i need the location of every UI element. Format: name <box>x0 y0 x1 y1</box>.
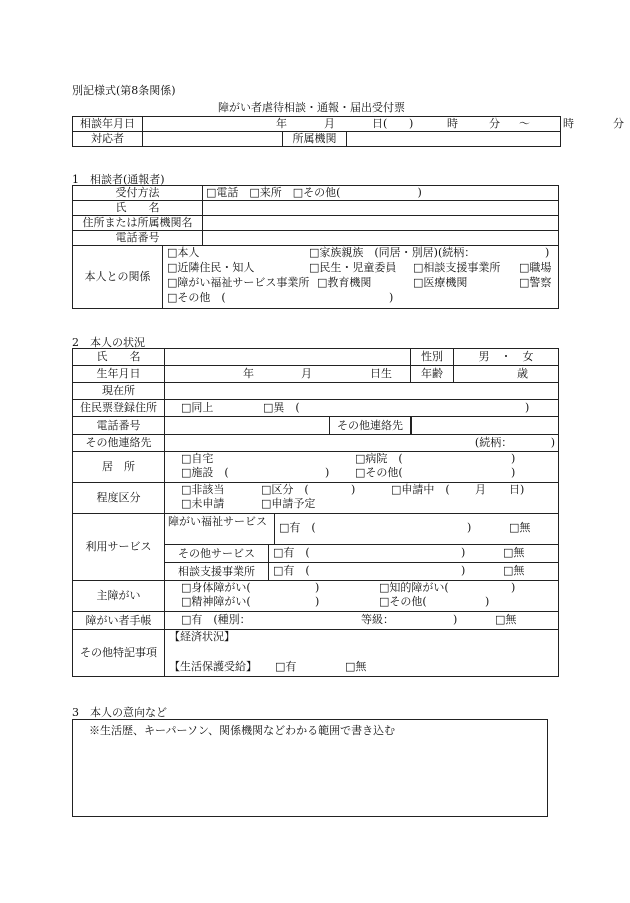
residence-label: 居 所 <box>73 452 165 483</box>
relation-options[interactable]: □本人 □家族親族 (同居・別居)(続柄： ) □近隣住民・知人 □民生・児童委員 □相談支援事業所 □職場 □障がい福祉サービス事業所 □教育機関 □医療機関 □警察 □その他 ( ) <box>167 246 552 304</box>
person-table <box>72 348 559 677</box>
reporter-address-field[interactable] <box>203 216 559 231</box>
reporter-name-label: 氏 名 <box>73 201 203 216</box>
service-welfare-options[interactable]: □有 ( ) □無 <box>279 521 531 534</box>
birth-label: 生年月日 <box>73 366 165 383</box>
section3-heading: 3 本人の意向など <box>72 706 167 719</box>
notes-welfare: 【生活保護受給】 <box>169 660 257 673</box>
age-field[interactable]: 歳 <box>454 366 559 383</box>
intent-field[interactable] <box>72 719 548 817</box>
form-reference: 別記様式(第8条関係) <box>72 84 176 97</box>
handbook-options[interactable]: □有 (種別： 等級： ) □無 <box>181 613 517 626</box>
reporter-address-label: 住所または所属機関名 <box>73 216 203 231</box>
level-label: 程度区分 <box>73 483 165 514</box>
section1-heading: 1 相談者(通報者) <box>72 173 165 186</box>
birth-field[interactable]: 年 月 日生 <box>243 367 392 380</box>
service-name-consult: 相談支援事業所 <box>165 563 269 580</box>
consult-date-label: 相談年月日 <box>73 117 143 132</box>
disability-label: 主障がい <box>73 581 165 612</box>
sex-field[interactable]: 男 ・ 女 <box>454 349 559 366</box>
other-contact-field[interactable] <box>411 417 558 434</box>
other-contact-label: その他連絡先 <box>337 419 403 432</box>
person-name-label: 氏 名 <box>73 349 165 366</box>
person-phone-field[interactable] <box>165 417 330 434</box>
disability-options[interactable]: □身体障がい( ) □知的障がい( ) □精神障がい( ) □その他( ) <box>181 581 516 608</box>
other-contact2-label: その他連絡先 <box>73 435 165 452</box>
sex-label: 性別 <box>411 349 454 366</box>
residence-options[interactable]: □自宅 □病院 ( ) □施設 ( ) □その他( ) <box>181 452 516 479</box>
intent-hint: ※生活歴、キーパーソン、関係機関などわかる範囲で書き込む <box>89 724 396 737</box>
reception-method-label: 受付方法 <box>73 186 203 201</box>
reporter-name-field[interactable] <box>203 201 559 216</box>
section2-heading: 2 本人の状況 <box>72 336 145 349</box>
current-address-field[interactable] <box>165 383 559 400</box>
service-name-welfare: 障がい福祉サービス <box>165 514 275 544</box>
reporter-phone-label: 電話番号 <box>73 231 203 246</box>
handbook-label: 障がい者手帳 <box>73 612 165 630</box>
registry-address-label: 住民票登録住所 <box>73 400 165 417</box>
notes-field[interactable]: 【経済状況】 【生活保護受給】 □有 □無 <box>169 630 367 673</box>
person-phone-label: 電話番号 <box>73 417 165 435</box>
person-name-field[interactable] <box>165 349 411 366</box>
age-label: 年齢 <box>411 366 454 383</box>
level-options[interactable]: □非該当 □区分 ( ) □申請中 ( 月 日) □未申請 □申請予定 <box>181 483 525 510</box>
org-field[interactable] <box>347 132 561 147</box>
reception-table <box>72 116 624 147</box>
relation-label: 本人との関係 <box>73 246 163 309</box>
form-title: 障がい者虐待相談・通報・届出受付票 <box>218 101 405 114</box>
reporter-phone-field[interactable] <box>203 231 559 246</box>
service-name-other: その他サービス <box>165 545 269 562</box>
service-other-options[interactable]: □有 ( ) □無 <box>273 546 525 559</box>
notes-label: その他特記事項 <box>73 630 165 677</box>
reception-method-field[interactable]: □電話 □来所 □その他( ) <box>203 186 559 201</box>
current-address-label: 現在所 <box>73 383 165 400</box>
registry-address-field[interactable]: □同上 □異 ( ) <box>181 401 530 414</box>
service-consult-options[interactable]: □有 ( ) □無 <box>273 564 525 577</box>
org-label: 所属機関 <box>283 132 347 147</box>
handler-field[interactable] <box>143 132 283 147</box>
handler-label: 対応者 <box>73 132 143 147</box>
reporter-table <box>72 185 559 309</box>
consult-date-field[interactable]: 年 月 日( ) 時 分 ～ 時 分 <box>276 117 624 130</box>
notes-economy: 【経済状況】 <box>169 630 235 643</box>
other-contact2-field[interactable]: (続柄： ) <box>165 435 559 452</box>
services-label: 利用サービス <box>73 514 165 581</box>
